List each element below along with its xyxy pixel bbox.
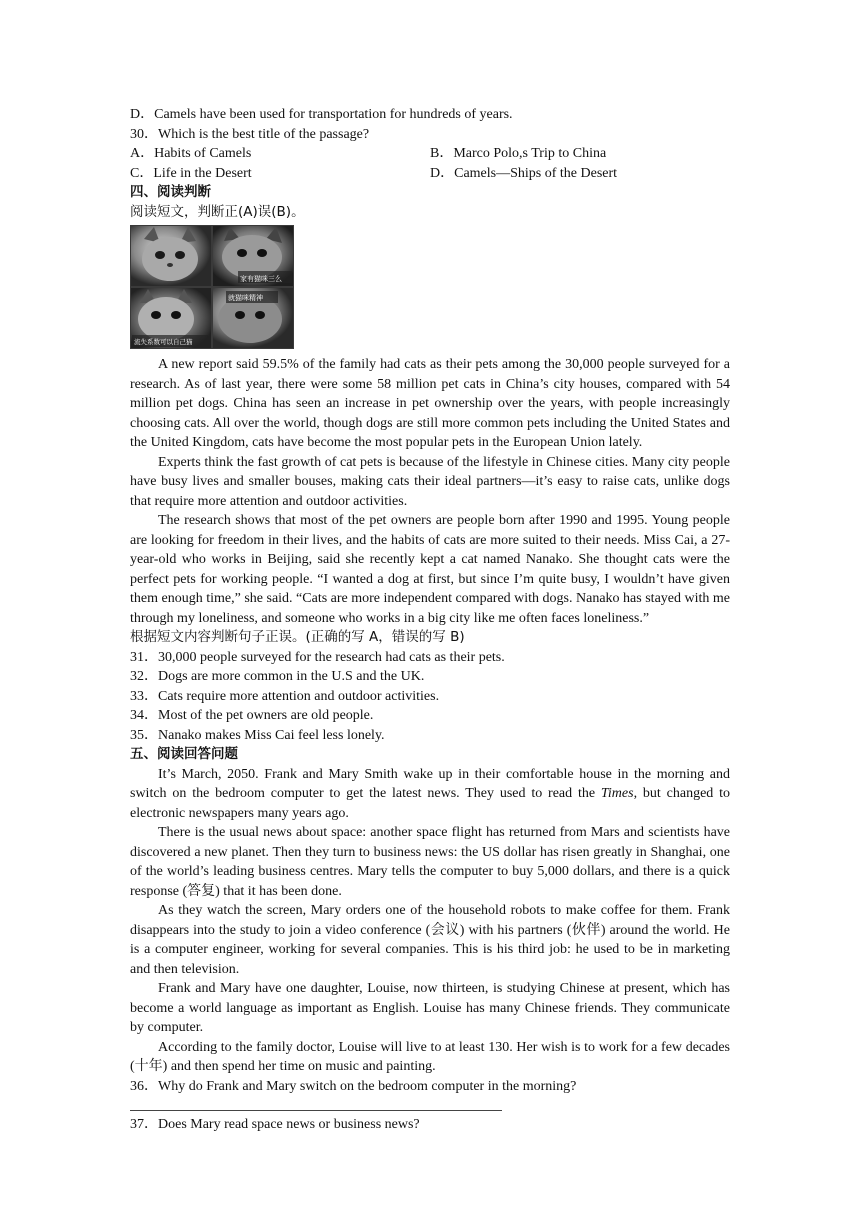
section4-instruction: 阅读短文，判断正(A)误(B)。 — [130, 203, 305, 220]
q29-option-d: D．Camels have been used for transportation for hundreds of years. — [130, 107, 513, 122]
section5-heading: 五、阅读回答问题 — [130, 746, 238, 762]
section5-paragraph-3: As they watch the screen, Mary orders one of the household robots to make coffee for them. Frank disappears into the study to join a video conference (会议) with his partners (伙伴) around the world. He is a computer engineer, working for several companies. This is his third job: he used to be in marketing and then television. — [130, 903, 730, 977]
section4-paragraph-2: Experts think the fast growth of cat pets is because of the lifestyle in Chinese cities. Many city people have busy lives and smaller bouses, making cats their ideal partners—it’s easy to raise cats, unlike dogs that require more attention and outdoor activities. — [130, 454, 730, 509]
section5-p1-after: , but changed to electronic newspapers many years ago. — [130, 786, 731, 821]
photo-caption-3: 流失系数可以自己猫 — [134, 338, 193, 346]
question-37: 37．Does Mary read space news or business news? — [130, 1117, 420, 1132]
section5-p1-before: It’s March, 2050. Frank and Mary Smith wake up in their comfortable house in the morning and switch on the bedroom computer to get the latest news. They used to read the — [130, 766, 730, 801]
answer-line-36[interactable] — [130, 1096, 502, 1111]
document-page — [130, 105, 730, 1135]
section4-heading: 四、阅读判断 — [130, 184, 211, 200]
section5-paragraph-4: Frank and Mary have one daughter, Louise, now thirteen, is studying Chinese at present, which has become a world language as important as English. Louise has many Chinese friends. They communicate by computer. — [130, 981, 730, 1035]
q30-question: 30．Which is the best title of the passage? — [130, 126, 370, 142]
question-31: 31．30,000 people surveyed for the research had cats as their pets. — [130, 649, 505, 665]
photo-caption-1: 家有猫咪三么 — [240, 275, 282, 283]
question-36: 36．Why do Frank and Mary switch on the bedroom computer in the morning? — [130, 1078, 577, 1094]
section4-paragraph-3: The research shows that most of the pet owners are people born after 1990 and 1995. Young people are looking for freedom in their lives, and the habits of cats are more suited to their needs. Miss Cai, a 27-year-old who works in Beijing, said she recently kept a cat named Nanako. She thought cats were the perfect pets for working people. “I wanted a dog at first, but since I’m quite busy, I wouldn’t have given them enough time,” she said. “Cats are more independent compared with dogs. Nanako has stayed with me through my loneliness, and someone who works in a big city like me often faces loneliness.” — [130, 513, 730, 626]
section4-paragraph-1: A new report said 59.5% of the family had cats as their pets among the 30,000 people surveyed for a research. As of last year, there were some 58 million pet cats in China’s city houses, compared with 54 million pet dogs. China has seen an increase in pet ownership over the years, with people increasingly choosing cats. All over the world, though dogs are still more common pets including the United States and the United Kingdom, cats have become the most popular pets in the European Union lately. — [130, 357, 730, 450]
question-33: 33．Cats require more attention and outdoor activities. — [130, 688, 440, 704]
times-newspaper-name: Times — [600, 786, 634, 801]
section5-paragraph-1 — [130, 765, 730, 824]
q30-option-d: D．Camels—Ships of the Desert — [430, 165, 618, 181]
q30-option-b: B．Marco Polo,s Trip to China — [430, 146, 607, 161]
section5-paragraph-5: According to the family doctor, Louise will live to at least 130. Her wish is to work for a few decades (十年) and then spend her time on music and painting. — [130, 1039, 730, 1074]
q30-options-row-2 — [130, 164, 730, 184]
question-35: 35．Nanako makes Miss Cai feel less lonely. — [130, 727, 385, 743]
question-34: 34．Most of the pet owners are old people. — [130, 708, 374, 723]
q30-option-c: C．Life in the Desert — [130, 165, 252, 181]
section5-paragraph-2: There is the usual news about space: another space flight has returned from Mars and scientists have discovered a new planet. Then they turn to business news: the US dollar has risen greatly in Shanghai, one of the world’s leading business centres. Mary tells the computer to buy 5,000 dollars, and there is a quick response (答复) that it has been done. — [130, 825, 730, 899]
cat-photo — [130, 225, 294, 349]
q30-option-a: A．Habits of Camels — [130, 146, 252, 161]
photo-caption-2: 就猫咪精神 — [228, 294, 263, 302]
question-32: 32．Dogs are more common in the U.S and the UK. — [130, 669, 425, 684]
judge-instruction: 根据短文内容判断句子正误。(正确的写 A，错误的写 B) — [130, 629, 465, 645]
q30-options-row-1 — [130, 144, 730, 164]
